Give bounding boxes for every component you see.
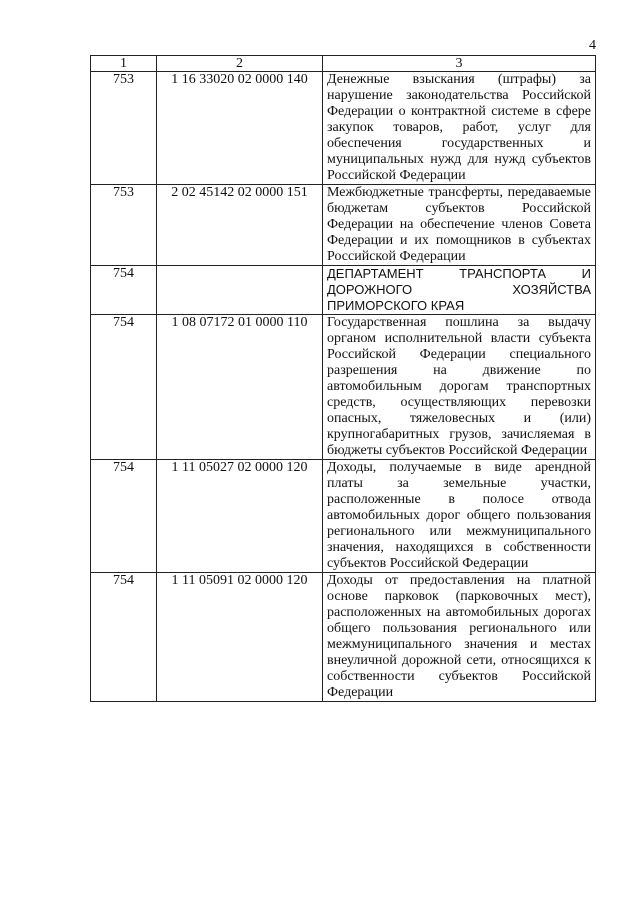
description-cell: Межбюджетные трансферты, передаваемые бюджетам субъектов Российской Федерации на обеспечение членов Совета Федерации и их помощников в субъектах Российской Федерации: [323, 185, 596, 266]
description-cell: Денежные взыскания (штрафы) за нарушение законодательства Российской Федерации о контрактной системе в сфере закупок товаров, работ, услуг для обеспечения государственных и муниципальных нужд для нужд субъектов Российской Федерации: [323, 72, 596, 185]
header-col-3: 3: [323, 56, 596, 72]
admin-code-cell: 753: [91, 72, 157, 185]
admin-code-cell: 754: [91, 460, 157, 573]
header-col-2: 2: [157, 56, 323, 72]
budget-code-cell: 1 11 05091 02 0000 120: [157, 573, 323, 702]
table-row: [91, 72, 596, 185]
budget-code-cell: 1 11 05027 02 0000 120: [157, 460, 323, 573]
admin-code-cell: 754: [91, 573, 157, 702]
admin-code-cell: 754: [91, 315, 157, 460]
table-row: [91, 185, 596, 266]
department-title-cell: ДЕПАРТАМЕНТ ТРАНСПОРТА И ДОРОЖНОГО ХОЗЯЙСТВА ПРИМОРСКОГО КРАЯ: [323, 266, 596, 315]
income-codes-table: [90, 55, 596, 702]
admin-code-cell: 753: [91, 185, 157, 266]
header-row: [91, 56, 596, 72]
description-cell: Доходы от предоставления на платной основе парковок (парковочных мест), расположенных на автомобильных дорогах общего пользования регионального или межмуниципального значения и местах внеуличной дорожной сети, относящихся к собственности субъектов Российской Федерации: [323, 573, 596, 702]
table-row: [91, 460, 596, 573]
table-row: [91, 315, 596, 460]
table-body: [91, 72, 596, 702]
header-col-1: 1: [91, 56, 157, 72]
budget-code-cell: 1 08 07172 01 0000 110: [157, 315, 323, 460]
description-cell: Государственная пошлина за выдачу органом исполнительной власти субъекта Российской Федерации специального разрешения на движение по автомобильным дорогам транспортных средств, осуществляющих перевозки опасных, тяжеловесных и (или) крупногабаритных грузов, зачисляемая в бюджеты субъектов Российской Федерации: [323, 315, 596, 460]
budget-code-cell: [157, 266, 323, 315]
table-row-department: [91, 266, 596, 315]
admin-code-cell: 754: [91, 266, 157, 315]
budget-code-cell: 1 16 33020 02 0000 140: [157, 72, 323, 185]
table-row: [91, 573, 596, 702]
table-header: [91, 56, 596, 72]
description-cell: Доходы, получаемые в виде арендной платы за земельные участки, расположенные в полосе отвода автомобильных дорог общего пользования регионального или межмуниципального значения, находящихся в собственности субъектов Российской Федерации: [323, 460, 596, 573]
page-number: 4: [589, 38, 596, 53]
budget-code-cell: 2 02 45142 02 0000 151: [157, 185, 323, 266]
